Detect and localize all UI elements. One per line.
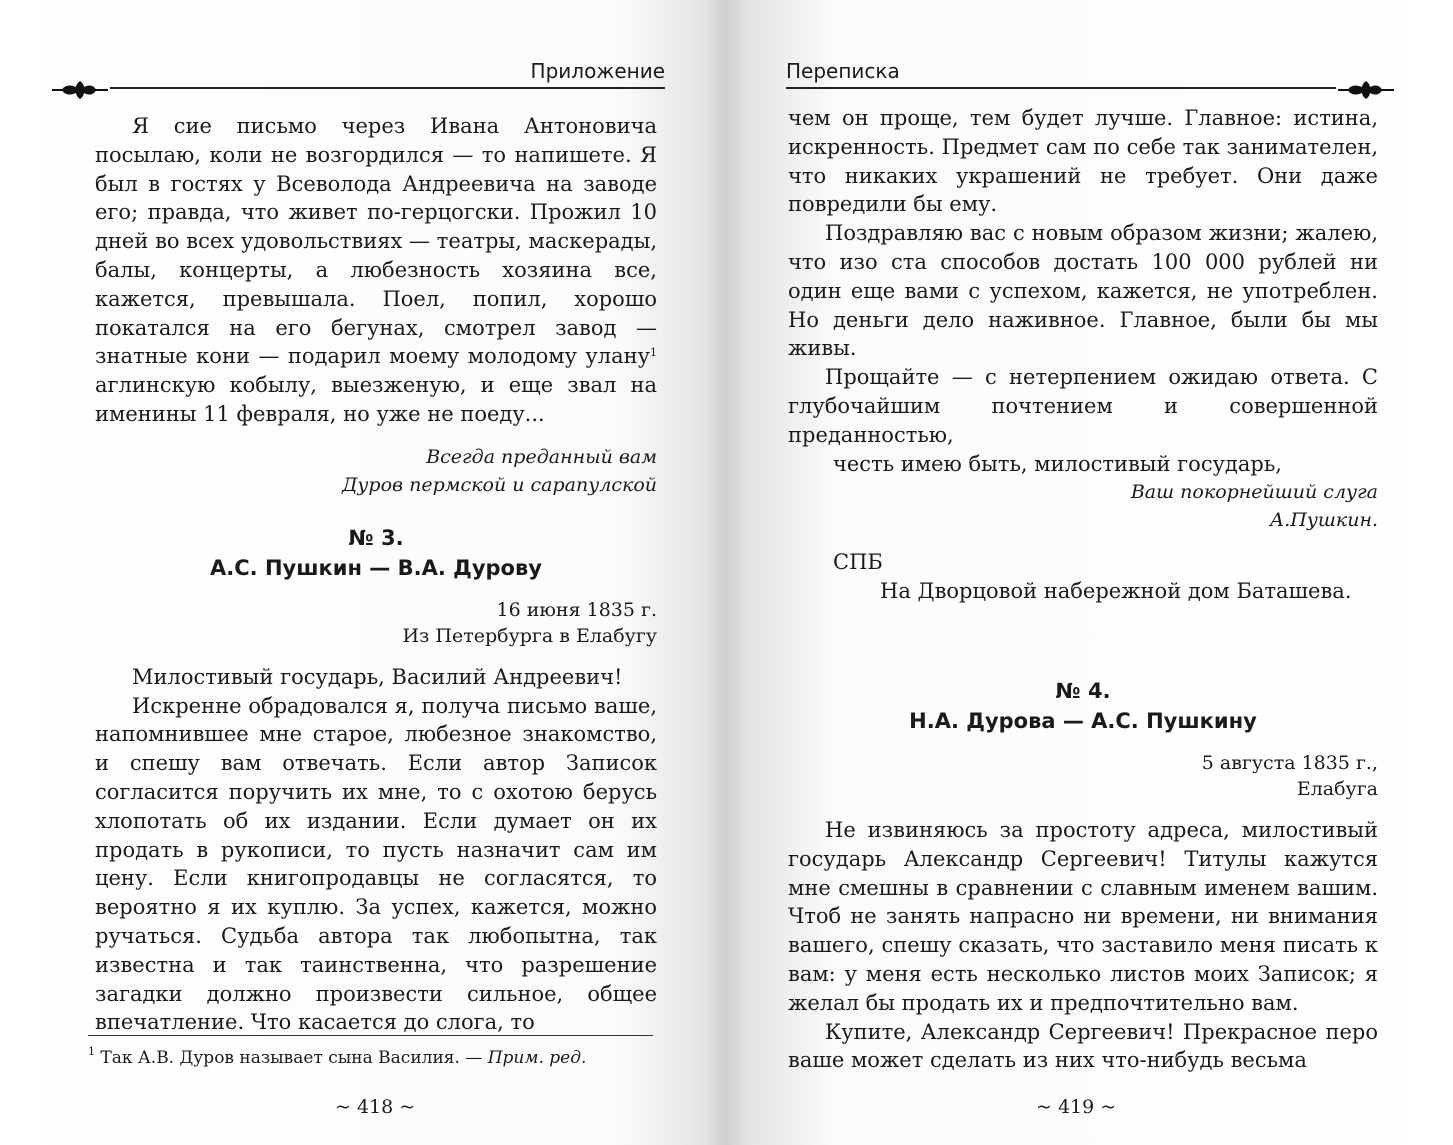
right-page bbox=[726, 0, 1453, 1145]
signature-line: Всегда преданный вам bbox=[426, 445, 657, 468]
fleuron-ornament-icon bbox=[50, 77, 110, 103]
paragraph: Я сие письмо через Ивана Антоновича посылаю, коли не возгордился — то напишете. Я был в гостях у Всеволода Андреевича на заводе его; правда, что живет по-герцогски. Прожил 10 дней во всех удовольствиях — театры, маскерады, балы, концерты, а любезность хозяина все, кажется, превышала. Поел, попил, хорошо покатался на его бегунах, смотрел завод — знатные кони — подарил моему молодому улану$^1$ аглинскую кобылу, выезженую, и еще звал на именины 11 февраля, но уже не поеду... bbox=[95, 114, 657, 426]
salutation: Милостивый государь, Василий Андреевич! bbox=[132, 664, 623, 689]
paragraph: Искренне обрадовался я, получа письмо ваше, напомнившее мне старое, любезное знакомство, и спешу вам отвечать. Если автор Записок согласится поручить их мне, то с охотою берусь хлопотать об их издании. Если думает он их продать в рукописи, то пусть назначит сам им цену. Если книгопродавцы не согласятся, то вероятно я их куплю. За успех, кажется, можно ручаться. Судьба автора так любопытна, так известна и так таинственна, что разрешение загадки должно произвести сильное, общее впечатление. Что касается до слога, то bbox=[95, 693, 657, 1035]
footnote-marker: 1 bbox=[650, 346, 657, 360]
letter-route: Из Петербурга в Елабугу bbox=[402, 624, 657, 647]
header-rule bbox=[786, 87, 1336, 89]
address-city: СПБ bbox=[833, 550, 883, 575]
paragraph: Прощайте — с нетерпением ожидаю ответа. С глубочайшим почтением и совершенной преданностью, bbox=[788, 365, 1378, 447]
running-title: Приложение bbox=[530, 59, 665, 83]
letter-title: А.С. Пушкин — В.А. Дурову bbox=[210, 555, 542, 580]
fleuron-ornament-icon bbox=[1336, 77, 1396, 103]
letter-number: № 4. bbox=[1055, 678, 1111, 703]
paragraph: Купите, Александр Сергеевич! Прекрасное перо ваше может сделать из них что-нибудь весьма bbox=[788, 1019, 1378, 1073]
page-number: ~ 419 ~ bbox=[1036, 1096, 1117, 1118]
footnote-rule bbox=[88, 1035, 653, 1036]
right-body-text bbox=[788, 104, 1378, 1075]
paragraph: чем он проще, тем будет лучше. Главное: истина, искренность. Предмет сам по себе так занимателен, что никаких украшений не требует. Они даже повредили бы ему. bbox=[788, 106, 1378, 217]
letter-place: Елабуга bbox=[1296, 777, 1378, 800]
letter-number: № 3. bbox=[348, 525, 404, 550]
letter-date: 16 июня 1835 г. bbox=[496, 598, 657, 621]
signature-line: Ваш покорнейший слуга bbox=[1130, 481, 1378, 504]
paragraph: Поздравляю вас с новым образом жизни; жалею, что изо ста способов достать 100 000 рублей ни один еще вами с успехом, кажется, не употреблен. Но деньги дело наживное. Главное, были бы мы живы. bbox=[788, 221, 1378, 361]
footnote: $^1$ Так А.В. Дуров называет сына Василия. — Прим. ред. bbox=[88, 1045, 587, 1068]
left-running-header bbox=[50, 55, 665, 95]
header-rule bbox=[110, 87, 665, 89]
letter-date: 5 августа 1835 г., bbox=[1201, 751, 1378, 774]
left-page bbox=[0, 0, 726, 1145]
left-body-text bbox=[95, 112, 657, 1037]
signature-line: А.Пушкин. bbox=[1269, 509, 1378, 532]
paragraph: Не извиняюсь за простоту адреса, милостивый государь Александр Сергеевич! Титулы кажутся мне смешны в сравнении с славным именем вашим. Чтоб не занять напрасно ни времени, ни внимания вашего, спешу сказать, что заставило меня писать к вам: у меня есть несколько листов моих Записок; я желал бы продать их и предпочтительно вам. bbox=[788, 817, 1378, 1015]
running-title: Переписка bbox=[786, 59, 900, 83]
address-street: На Дворцовой набережной дом Баташева. bbox=[880, 579, 1352, 604]
right-running-header bbox=[786, 55, 1396, 95]
page-number: ~ 418 ~ bbox=[335, 1096, 416, 1118]
closing-line: честь имею быть, милостивый государь, bbox=[833, 451, 1282, 476]
signature-line: Дуров пермской и сарапулской bbox=[341, 473, 657, 496]
letter-title: Н.А. Дурова — А.С. Пушкину bbox=[909, 708, 1257, 733]
